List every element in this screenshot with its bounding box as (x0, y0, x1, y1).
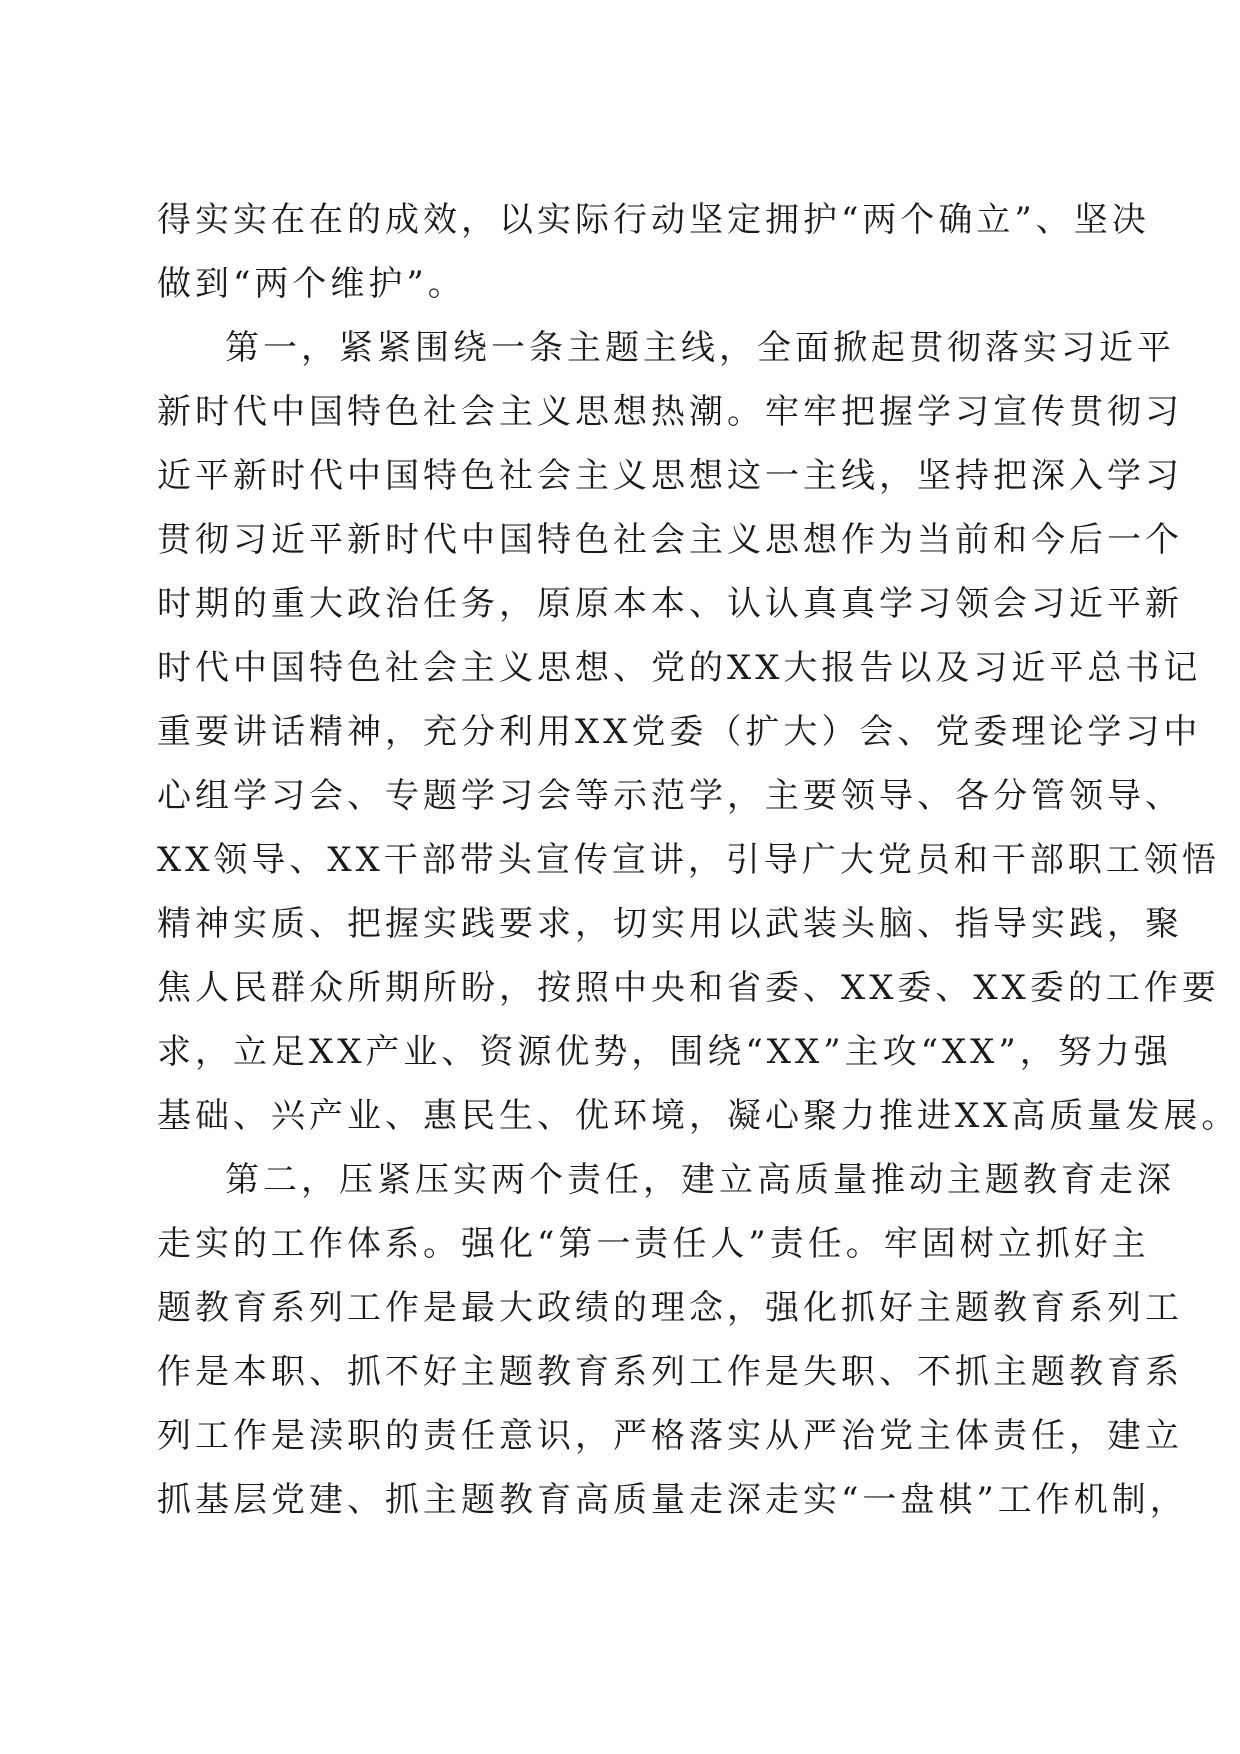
paragraph-first-line: 第一，紧紧围绕一条主题主线，全面掀起贯彻落实习近平 (225, 328, 1175, 368)
body-text (157, 188, 1240, 1532)
text-line: 做到“两个维护”。 (157, 264, 466, 304)
text-line: 得实实在在的成效，以实际行动坚定拥护“两个确立”、坚决 (157, 200, 1150, 240)
text-line: 新时代中国特色社会主义思想热潮。牢牢把握学习宣传贯彻习 (157, 392, 1183, 432)
text-line: XX领导、XX干部带头宣传宣讲，引导广大党员和干部职工领悟 (157, 840, 1220, 880)
text-line: 求，立足XX产业、资源优势，围绕“XX”主攻“XX”，努力强 (157, 1032, 1172, 1072)
text-line: 列工作是渎职的责任意识，严格落实从严治党主体责任，建立 (157, 1416, 1183, 1456)
text-line: 走实的工作体系。强化“第一责任人”责任。牢固树立抓好主 (157, 1224, 1150, 1264)
text-line: 近平新时代中国特色社会主义思想这一主线，坚持把深入学习 (157, 456, 1183, 496)
text-line: 时期的重大政治任务，原原本本、认认真真学习领会习近平新 (157, 584, 1183, 624)
text-line: 抓基层党建、抓主题教育高质量走深走实“一盘棋”工作机制， (157, 1480, 1188, 1520)
paragraph-first-line: 第二，压紧压实两个责任，建立高质量推动主题教育走深 (225, 1160, 1175, 1200)
text-line: 时代中国特色社会主义思想、党的XX大报告以及习近平总书记 (157, 648, 1202, 688)
text-line: 基础、兴产业、惠民生、优环境，凝心聚力推进XX高质量发展。 (157, 1096, 1240, 1136)
text-line: 作是本职、抓不好主题教育系列工作是失职、不抓主题教育系 (157, 1352, 1183, 1392)
text-line: 贯彻习近平新时代中国特色社会主义思想作为当前和今后一个 (157, 520, 1183, 560)
text-line: 心组学习会、专题学习会等示范学，主要领导、各分管领导、 (157, 776, 1183, 816)
text-line: 焦人民群众所期所盼，按照中央和省委、XX委、XX委的工作要 (157, 968, 1220, 1008)
text-line: 重要讲话精神，充分利用XX党委（扩大）会、党委理论学习中 (157, 712, 1202, 752)
text-line: 题教育系列工作是最大政绩的理念，强化抓好主题教育系列工 (157, 1288, 1183, 1328)
text-line: 精神实质、把握实践要求，切实用以武装头脑、指导实践，聚 (157, 904, 1183, 944)
